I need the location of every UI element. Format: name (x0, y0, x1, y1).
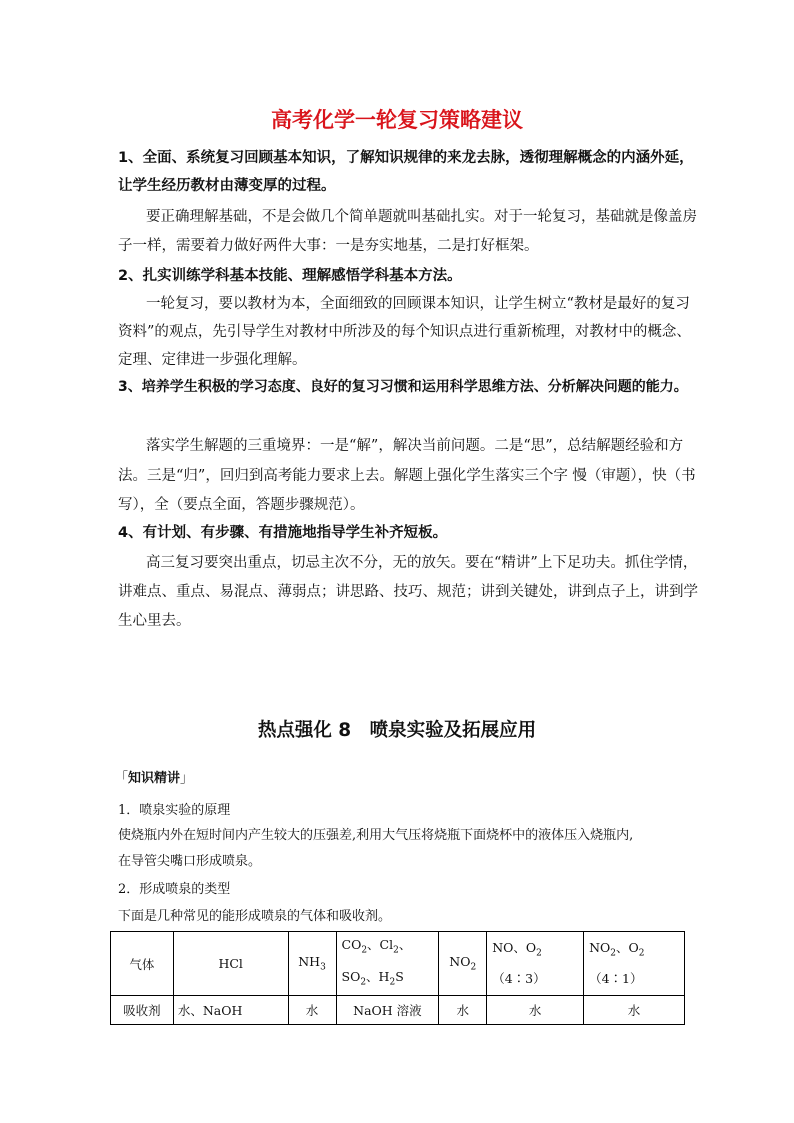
gas-cell-line-1: NO、$O_2$ (492, 939, 542, 959)
table-row-absorbent (111, 996, 685, 1025)
gas-no2: $NO_2$ (439, 932, 487, 996)
gas-cell-line-2: （4∶1） (589, 971, 643, 987)
item-2-heading: 2．形成喷泉的类型 (118, 882, 231, 897)
gas-no2-o2 (584, 932, 685, 996)
gas-hcl: HCl (173, 932, 288, 996)
section-1-body-line-1: 要正确理解基础，不是会做几个简单题就叫基础扎实。对于一轮复习，基础就是像盖房 (146, 209, 697, 225)
section-2-body-line-2: 资料”的观点，先引导学生对教材中所涉及的每个知识点进行重新梳理，对教材中的概念、 (118, 324, 691, 340)
gas-no-o2 (487, 932, 584, 996)
section-3-body-line-2: 法。三是“归”，回归到高考能力要求上去。解题上强化学生落实三个字 慢（审题），快（书 (118, 468, 696, 484)
gas-nh3: $NH_3$ (288, 932, 336, 996)
gas-absorbent-table (110, 931, 685, 1025)
section-4-body-line-3: 生心里去。 (118, 613, 191, 629)
gas-cell-line-2: （4∶3） (492, 971, 546, 987)
section-1-heading-line-2: 让学生经历教材由薄变厚的过程。 (118, 178, 336, 194)
hotspot-title: 热点强化 8 喷泉实验及拓展应用 (257, 720, 537, 741)
gas-cell-line-1: $CO_2$、$Cl_2$、 (341, 937, 412, 956)
gas-cell-line-1: $NO_2$、$O_2$ (589, 939, 645, 959)
item-1-line-1: 使烧瓶内外在短时间内产生较大的压强差,利用大气压将烧瓶下面烧杯中的液体压入烧瓶内, (118, 828, 634, 843)
absorbent-row-label: 吸收剂 (111, 996, 174, 1025)
table-row-gas (111, 932, 685, 996)
section-1-heading-line-1: 1、全面、系统复习回顾基本知识，了解知识规律的来龙去脉，透彻理解概念的内涵外延， (118, 150, 694, 166)
section-4-heading: 4、有计划、有步骤、有措施地指导学生补齐短板。 (118, 525, 448, 541)
section-3-body-line-1: 落实学生解题的三重境界：一是“解”，解决当前问题。二是“思”，总结解题经验和方 (146, 438, 684, 454)
section-4-body-line-1: 高三复习要突出重点，切忌主次不分，无的放矢。要在“精讲”上下足功夫。抓住学情， (146, 555, 698, 571)
page-title: 高考化学一轮复习策略建议 (271, 108, 523, 132)
section-2-heading: 2、扎实训练学科基本技能、理解感悟学科基本方法。 (118, 268, 462, 284)
section-3-body-line-3: 写），全（要点全面，答题步骤规范）。 (118, 497, 365, 513)
gas-row-label: 气体 (111, 932, 174, 996)
section-4-body-line-2: 讲难点、重点、易混点、薄弱点；讲思路、技巧、规范；讲到关键处，讲到点子上，讲到学 (118, 584, 698, 600)
absorbent-water: 水 (487, 996, 584, 1025)
tag-label: 知识精讲 (128, 771, 181, 786)
tag-bracket-close: 」 (180, 771, 194, 786)
gas-co2-cl2-so2-h2s (336, 932, 439, 996)
section-1-body-line-2: 子一样，需要着力做好两件大事：一是夯实地基，二是打好框架。 (118, 238, 539, 254)
gas-cell-line-2: $SO_2$、$H_2S$ (341, 968, 404, 987)
knowledge-tag (115, 767, 193, 786)
item-1-line-2: 在导管尖嘴口形成喷泉。 (118, 854, 262, 869)
tag-bracket-open: 「 (115, 771, 129, 786)
section-2-body-line-3: 定理、定律进一步强化理解。 (118, 352, 307, 368)
item-1-heading: 1．喷泉实验的原理 (118, 803, 231, 818)
section-3-heading: 3、培养学生积极的学习态度、良好的复习习惯和运用科学思维方法、分析解决问题的能力。 (118, 379, 688, 395)
absorbent-water: 水 (439, 996, 487, 1025)
absorbent-water: 水 (584, 996, 685, 1025)
absorbent-water: 水 (288, 996, 336, 1025)
item-2-description: 下面是几种常见的能形成喷泉的气体和吸收剂。 (118, 909, 392, 924)
section-2-body-line-1: 一轮复习，要以教材为本，全面细致的回顾课本知识，让学生树立“教材是最好的复习 (146, 296, 690, 312)
absorbent-naoh-solution: NaOH 溶液 (336, 996, 439, 1025)
absorbent-water-naoh: 水、NaOH (173, 996, 288, 1025)
